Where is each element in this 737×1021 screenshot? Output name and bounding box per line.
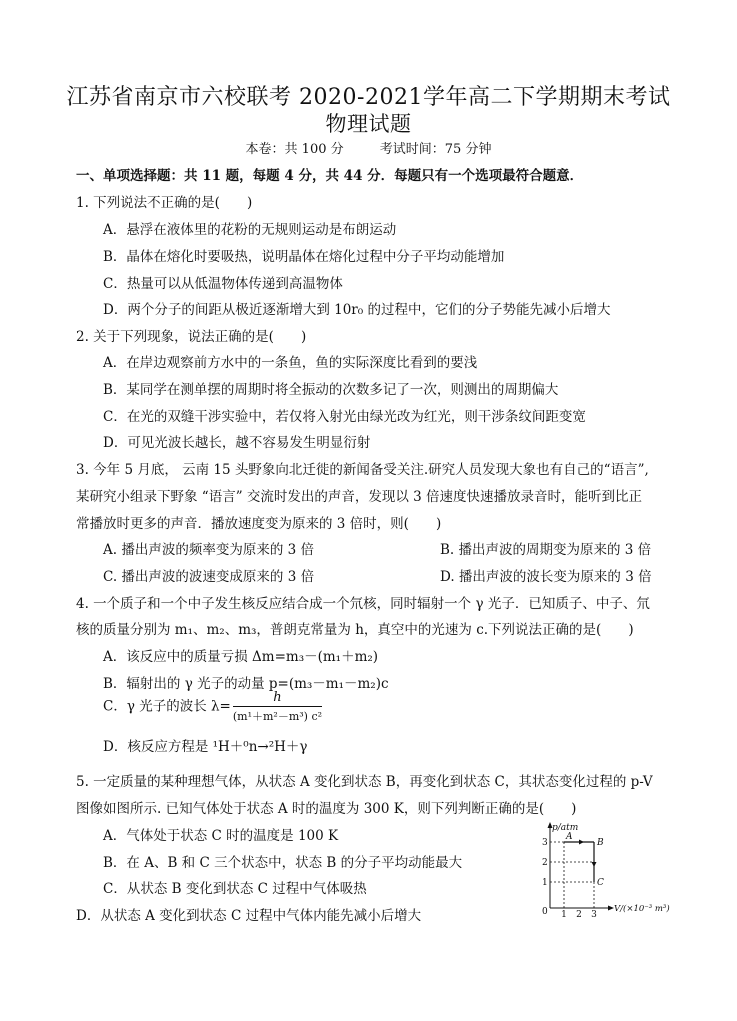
q1-option-d: D．两个分子的间距从极近逐渐增大到 10r₀ 的过程中，它们的分子势能先减小后增大 bbox=[103, 302, 611, 318]
page-title: 江苏省南京市六校联考 2020-2021学年高二下学期期末考试 bbox=[66, 85, 671, 110]
exam-meta bbox=[0, 138, 737, 157]
q1-option-b: B．晶体在熔化时要吸热，说明晶体在熔化过程中分子平均动能增加 bbox=[103, 249, 505, 265]
q1-stem: 1. 下列说法不正确的是( ) bbox=[76, 195, 253, 211]
q4-option-a: A．该反应中的质量亏损 Δm=m₃－(m₁＋m₂) bbox=[103, 649, 379, 665]
q4-option-b: B．辐射出的 γ 光子的动量 p=(m₃－m₁－m₂)c bbox=[103, 676, 389, 692]
y-tick-2: 2 bbox=[542, 858, 548, 868]
q3-stem-line2: 某研究小组录下野象 “语言” 交流时发出的声音，发现以 3 倍速度快速播放录音时，能听到比正 bbox=[76, 489, 643, 505]
y-axis-label: p/atm bbox=[552, 823, 579, 833]
q4-option-d: D．核反应方程是 ¹H＋⁰n→²H＋γ bbox=[103, 739, 308, 755]
q2-option-a: A．在岸边观察前方水中的一条鱼，鱼的实际深度比看到的要浅 bbox=[103, 355, 478, 371]
q3-stem-line3: 常播放时更多的声音．播放速度变为原来的 3 倍时，则( ) bbox=[76, 516, 442, 532]
q3-option-b: B. 播出声波的周期变为原来的 3 倍 bbox=[440, 542, 652, 558]
q5-option-b: B．在 A、B 和 C 三个状态中，状态 B 的分子平均动能最大 bbox=[103, 855, 463, 871]
x-axis-label: V/(×10⁻³ m³) bbox=[614, 904, 670, 914]
q2-option-d: D．可见光波长越长，越不容易发生明显衍射 bbox=[103, 435, 371, 451]
score-info: 本卷：共 100 分 bbox=[245, 142, 344, 157]
section-heading: 一、单项选择题：共 11 题，每题 4 分，共 44 分．每题只有一个选项最符合题意． bbox=[76, 168, 584, 184]
x-tick-1: 1 bbox=[561, 910, 567, 918]
origin-label: 0 bbox=[542, 907, 548, 917]
q1-option-a: A．悬浮在液体里的花粉的无规则运动是布朗运动 bbox=[103, 222, 397, 238]
q2-option-c: C．在光的双缝干涉实验中，若仅将入射光由绿光改为红光，则干涉条纹间距变宽 bbox=[103, 409, 586, 425]
x-tick-2: 2 bbox=[576, 910, 582, 918]
y-tick-3: 3 bbox=[542, 838, 548, 848]
q4-stem-line1: 4. 一个质子和一个中子发生核反应结合成一个氘核，同时辐射一个 γ 光子．已知质子、中子、氘 bbox=[76, 596, 650, 612]
page-subtitle: 物理试题 bbox=[325, 112, 412, 136]
q4-option-c bbox=[103, 690, 322, 724]
q5-option-c: C．从状态 B 变化到状态 C 过程中气体吸热 bbox=[103, 881, 367, 897]
q5-option-a: A．气体处于状态 C 时的温度是 100 K bbox=[103, 828, 339, 844]
q4-stem-line2: 核的质量分别为 m₁、m₂、m₃，普朗克常量为 h，真空中的光速为 c.下列说法正确的是( ) bbox=[76, 622, 634, 638]
point-c-label: C bbox=[597, 878, 604, 888]
wavelength-fraction bbox=[233, 690, 322, 724]
q2-option-b: B．某同学在测单摆的周期时将全振动的次数多记了一次，则测出的周期偏大 bbox=[103, 382, 559, 398]
point-b-label: B bbox=[597, 838, 604, 848]
q3-stem-line1: 3. 今年 5 月底， 云南 15 头野象向北迁徙的新闻备受关注.研究人员发现大象也有自己的“语言”, bbox=[76, 462, 649, 478]
point-a-label: A bbox=[566, 832, 573, 842]
y-tick-1: 1 bbox=[542, 878, 548, 888]
q3-option-c: C. 播出声波的波速变成原来的 3 倍 bbox=[103, 569, 315, 585]
fraction-denominator: (m¹＋m²－m³) c² bbox=[232, 710, 323, 723]
arrow-b-to-c-icon bbox=[592, 862, 597, 867]
x-tick-3: 3 bbox=[591, 910, 597, 918]
q3-option-a: A. 播出声波的频率变为原来的 3 倍 bbox=[103, 542, 315, 558]
pv-graph bbox=[528, 818, 678, 918]
q5-stem-line1: 5. 一定质量的某种理想气体，从状态 A 变化到状态 B，再变化到状态 C，其状态变化过程的 p-V bbox=[76, 774, 653, 790]
fraction-numerator: h bbox=[233, 690, 322, 707]
q4-option-c-prefix: C．γ 光子的波长 λ= bbox=[103, 698, 231, 715]
arrow-a-to-b-icon bbox=[579, 840, 584, 845]
time-info: 考试时间：75 分钟 bbox=[379, 142, 492, 157]
q5-stem-line2: 图像如图所示. 已知气体处于状态 A 时的温度为 300 K，则下列判断正确的是( ) bbox=[76, 801, 577, 817]
q2-stem: 2. 关于下列现象，说法正确的是( ) bbox=[76, 329, 307, 345]
q5-option-d: D．从状态 A 变化到状态 C 过程中气体内能先减小后增大 bbox=[76, 908, 422, 924]
q1-option-c: C．热量可以从低温物体传递到高温物体 bbox=[103, 276, 343, 292]
q3-option-d: D. 播出声波的波长变为原来的 3 倍 bbox=[440, 569, 652, 585]
